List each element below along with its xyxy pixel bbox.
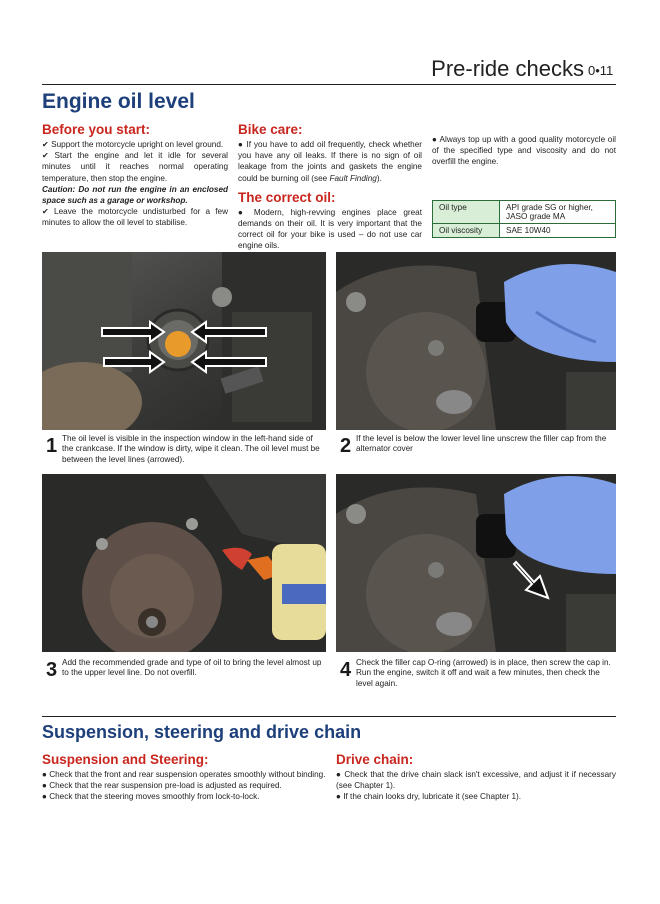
step-text-4: Check the filler cap O-ring (arrowed) is in place, then screw the cap in. Run the engine, switch it off and wait a few minutes, then check the level again. [356,658,611,688]
engine-crankcase-image [42,252,326,430]
before-item-2: ✔ Start the engine and let it idle for several minutes until it reaches normal operating temperature, then stop the engine. [42,151,228,183]
step-text-3: Add the recommended grade and type of oil to bring the level almost up to the upper level line. Do not overfill. [62,658,322,678]
drive-chain-item-2: ● If the chain looks dry, lubricate it (see Chapter 1). [336,792,522,802]
page-number: 0•11 [588,63,614,78]
step-text-2: If the level is below the lower level line unscrew the filler cap from the alternator cover [356,434,607,454]
suspension-item-1: ● Check that the front and rear suspension operates smoothly without binding. [42,770,326,779]
suspension-item-3: ● Check that the steering moves smoothly from lock-to-lock. [42,792,260,802]
drive-chain-block [336,752,616,803]
oil-viscosity-label: Oil viscosity [433,224,500,238]
before-item-3: ✔ Leave the motorcycle undisturbed for a few minutes to allow the oil level to stabilise. [42,207,228,228]
drive-chain-item-1: ● Check that the drive chain slack isn't excessive, and adjust it if necessary (see Chapter 1). [336,770,616,791]
step-text-1: The oil level is visible in the inspection window in the left-hand side of the crankcase. If the window is dirty, wipe it clean. The oil level must be between the level lines (arrowed). [62,434,320,464]
oil-type-value: API grade SG or higher, JASO grade MA [500,201,616,224]
before-you-start-block [42,122,228,229]
step-number-3: 3 [46,659,58,681]
section-title-suspension: Suspension, steering and drive chain [42,722,362,742]
step-number-4: 4 [340,659,352,681]
page-header-title: Pre-ride checks [431,56,584,81]
table-row [433,201,616,224]
before-you-start-heading: Before you start: [42,122,151,137]
bike-care-block [238,122,422,252]
oil-spec-table [432,200,616,238]
table-row [433,224,616,238]
step-number-2: 2 [340,435,352,457]
section-title-engine-oil: Engine oil level [42,90,195,113]
drive-chain-heading: Drive chain: [336,752,414,767]
photo-o-ring [336,474,616,652]
header-rule [42,84,616,85]
suspension-heading: Suspension and Steering: [42,752,209,767]
suspension-item-2: ● Check that the rear suspension pre-load is adjusted as required. [42,781,282,791]
oil-viscosity-value: SAE 10W40 [500,224,616,238]
step-number-1: 1 [46,435,58,457]
fault-finding-ref: Fault Finding [329,173,377,183]
correct-oil-text: ● Modern, high-revving engines place great demands on their oil. It is very important that the correct oil for your bike is used – do not use car engine oils. [238,207,422,251]
oil-type-label: Oil type [433,201,500,224]
o-ring-image [336,474,616,652]
photo-inspection-window [42,252,326,430]
correct-oil-heading: The correct oil: [238,189,336,205]
photo-adding-oil [42,474,326,652]
before-item-1: ✔ Support the motorcycle upright on level ground. [42,140,224,149]
filler-cap-image [336,252,616,430]
adding-oil-image [42,474,326,652]
caution-note: Caution: Do not run the engine in an enclosed space such as a garage or workshop. [42,184,228,206]
bike-care-heading: Bike care: [238,122,303,137]
photo-filler-cap [336,252,616,430]
bike-care-item-1: ● If you have to add oil frequently, check whether you have any oil leaks. If there is no sign of oil leakage from the joints and gaskets the engine could be burning oil (see Fault Finding). [238,140,422,183]
bike-care-item-2: ● Always top up with a good quality motorcycle oil of the specified type and viscosity and do not overfill the engine. [432,135,616,167]
section-rule [42,716,616,717]
suspension-block [42,752,326,803]
